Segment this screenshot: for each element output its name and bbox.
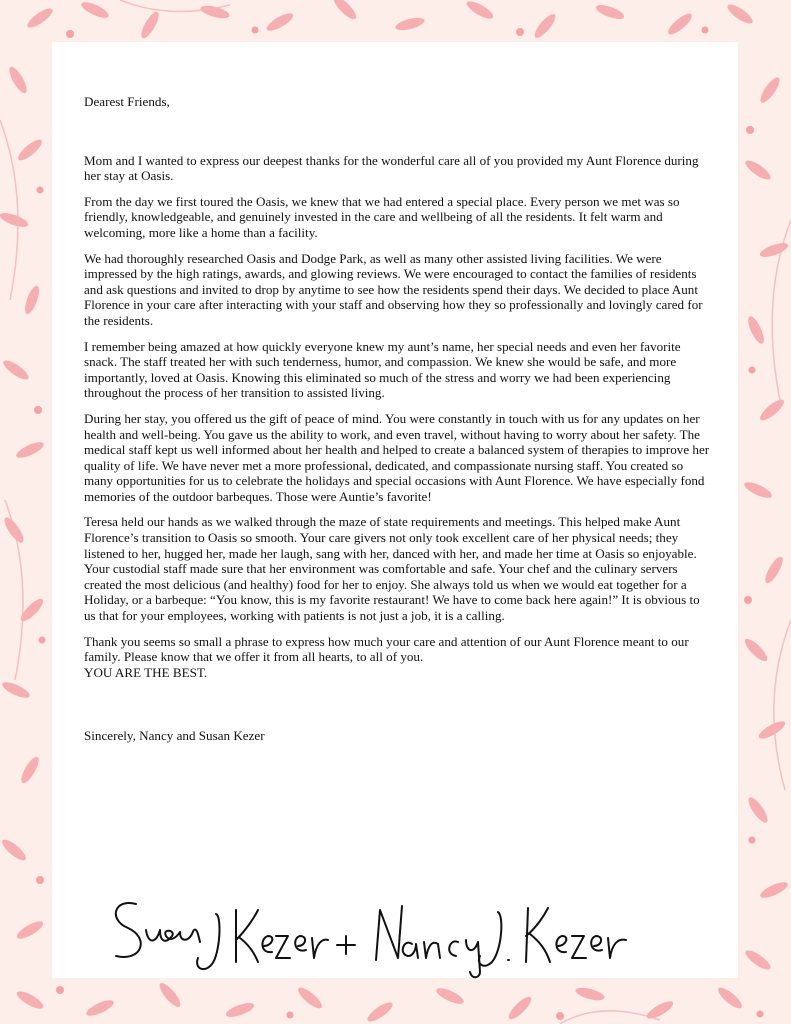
paragraph: During her stay, you offered us the gift of peace of mind. You were constantly in touch with us for any updates on her health and well-being. You gave us the ability to work, and even travel, without having to worry about her safety. The medical staff kept us well informed about her health and helped to create a balanced system of therapies to improve her quality of life. We have never met a more professional, dedicated, and compassionate nursing staff. You created so many opportunities for us to celebrate the holidays and special occasions with Aunt Florence. We have especially fond memories of the outdoor barbeques. Those were Auntie’s favorite! (84, 410, 710, 504)
letter-paper (52, 42, 738, 978)
greeting: Dearest Friends, (84, 94, 170, 109)
paragraph: Mom and I wanted to express our deepest thanks for the wonderful care all of you provided my Aunt Florence during her stay at Oasis. (84, 152, 699, 184)
final-line: YOU ARE THE BEST. (84, 664, 208, 680)
paragraph: Teresa held our hands as we walked through the maze of state requirements and meetings. This helped make Aunt Florence’s transition to Oasis so smooth. Your care givers not only took excellent care of her physical needs; they listened to her, hugged her, made her laugh, sang with her, danced with her, and made her time at Oasis so enjoyable. Your custodial staff made sure that her environment was comfortable and safe. Your chef and the culinary servers created the most delicious (and healthy) food for her to enjoy. She always told us when we would eat together for a Holiday, or a barbeque: “You know, this is my favorite restaurant! We have to come back here again!” It is obvious to us that for your employees, working with patients is not just a job, it is a calling. (84, 514, 700, 624)
handwritten-signature (106, 890, 646, 982)
paragraph: We had thoroughly researched Oasis and Dodge Park, as well as many other assisted living facilities. We were impressed by the high ratings, awards, and glowing reviews. We were encouraged to contact the families of residents and ask questions and invited to drop by anytime to see how the residents spend their days. We decided to place Aunt Florence in your care after interacting with your staff and observing how they so professionally and lovingly cared for the residents. (84, 250, 703, 328)
paragraph: I remember being amazed at how quickly everyone knew my aunt’s name, her special needs and even her favorite snack. The staff treated her with such tenderness, humor, and compassion. We knew she would be safe, and more importantly, loved at Oasis. Knowing this eliminated so much of the stress and worry we had been experiencing throughout the process of her transition to assisted living. (84, 338, 681, 401)
paragraph: From the day we first toured the Oasis, we knew that we had entered a special place. Every person we met was so friendly, knowledgeable, and genuinely invested in the care and wellbeing of all the residents. It felt warm and welcoming, more like a home than a facility. (84, 193, 680, 240)
final-paragraph (84, 634, 712, 681)
final-paragraph-text: Thank you seems so small a phrase to express how much your care and attention of our Aunt Florence meant to our family. Please know that we offer it from all hearts, to all of you. (84, 633, 689, 665)
closing: Sincerely, Nancy and Susan Kezer (84, 728, 265, 744)
letter-body (84, 94, 712, 744)
